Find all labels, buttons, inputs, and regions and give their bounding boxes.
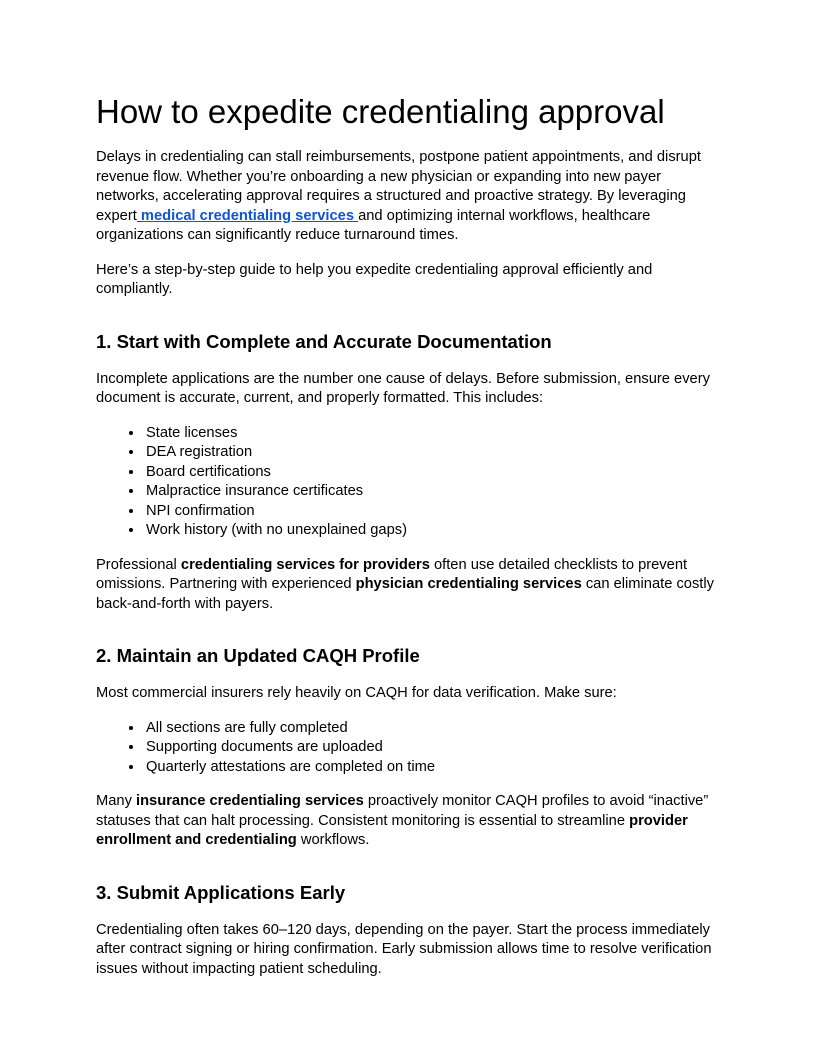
caqh-checklist: [96, 719, 720, 778]
outro-text-1: Many: [96, 793, 136, 810]
list-item: • Supporting documents are uploaded: [144, 738, 720, 758]
document-title: How to expedite credentialing approval: [96, 93, 665, 130]
section-2-heading: 2. Maintain an Updated CAQH Profile: [96, 645, 420, 667]
outro-text-2: proactively monitor CAQH profiles to avoid “inactive” statuses that can halt processing. Consistent monitoring is essential to streamline: [96, 793, 709, 829]
outro-text-1: Professional: [96, 556, 181, 573]
section-3-paragraph: Credentialing often takes 60–120 days, depending on the payer. Start the process immediately after contract signing or hiring confirmation. Early submission allows time to resolve verification issues without impacting patient scheduling.: [96, 921, 712, 977]
outro-text-3: can eliminate costly back-and-forth with payers.: [96, 576, 714, 612]
bold-text: physician credentialing services: [355, 576, 582, 593]
section-2-outro-paragraph: [96, 792, 720, 851]
medical-credentialing-services-link[interactable]: medical credentialing services: [136, 207, 359, 224]
bold-text: provider enrollment and credentialing: [96, 812, 688, 849]
list-item: • Malpractice insurance certificates: [144, 482, 720, 502]
documentation-checklist: [96, 424, 720, 541]
guide-intro-paragraph: Here’s a step-by-step guide to help you expedite credentialing approval efficiently and compliantly.: [96, 261, 653, 298]
list-item: • Board certifications: [144, 463, 720, 483]
list-item: • DEA registration: [144, 443, 720, 463]
list-item: • All sections are fully completed: [144, 719, 720, 739]
outro-text-2: often use detailed checklists to prevent omissions. Partnering with experienced: [96, 556, 688, 593]
section-1-intro-paragraph: Incomplete applications are the number one cause of delays. Before submission, ensure every document is accurate, current, and properly formatted. This includes:: [96, 370, 710, 407]
list-item: • NPI confirmation: [144, 502, 720, 522]
intro-text-1: Delays in credentialing can stall reimbursements, postpone patient appointments, and disrupt revenue flow. Whether you’re onboarding a new physician or expanding into new payer networks, accelerating approval requires a structured and proactive strategy. By leveraging expert: [96, 149, 701, 224]
list-item: • Work history (with no unexplained gaps): [144, 521, 720, 541]
bold-text: credentialing services for providers: [180, 556, 430, 573]
bold-text: insurance credentialing services: [136, 793, 364, 810]
intro-text-2: and optimizing internal workflows, healthcare organizations can significantly reduce turnaround times.: [96, 207, 651, 244]
list-item: • State licenses: [144, 424, 720, 444]
section-3-heading: 3. Submit Applications Early: [96, 881, 346, 903]
list-item: • Quarterly attestations are completed on time: [144, 758, 720, 778]
section-1-heading: 1. Start with Complete and Accurate Documentation: [96, 330, 552, 352]
section-2-intro-paragraph: Most commercial insurers rely heavily on CAQH for data verification. Make sure:: [96, 685, 617, 702]
intro-paragraph: [96, 148, 720, 246]
section-1-outro-paragraph: [96, 556, 720, 615]
outro-text-3: workflows.: [296, 832, 370, 849]
